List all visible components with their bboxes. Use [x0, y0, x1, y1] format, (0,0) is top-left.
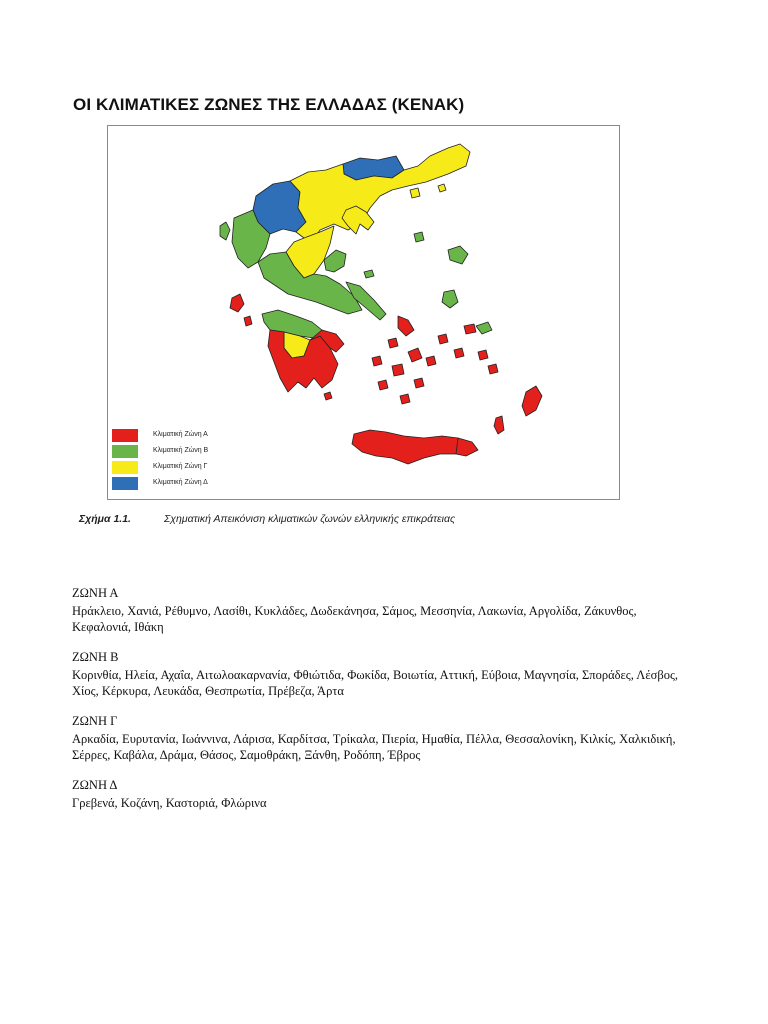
zone-d-regions: Γρεβενά, Κοζάνη, Καστοριά, Φλώρινα [72, 796, 267, 810]
legend-swatch-zone-b [112, 445, 138, 458]
zone-a-dodecanese-2 [488, 364, 498, 374]
legend-label-zone-a: Κλιματική Ζώνη Α [153, 431, 208, 438]
zone-a-zakynthos [244, 316, 252, 326]
zone-a-cyclades-3 [408, 348, 422, 362]
zone-b-lemnos [414, 232, 424, 242]
zone-a-kythira [324, 392, 332, 400]
zone-c-samothrace [438, 184, 446, 192]
zone-b-sporades [364, 270, 374, 278]
page-title: ΟΙ ΚΛΙΜΑΤΙΚΕΣ ΖΩΝΕΣ ΤΗΣ ΕΛΛΑΔΑΣ (ΚΕΝΑΚ) [73, 95, 465, 114]
legend-swatch-zone-a [112, 429, 138, 442]
zone-b-magnesia [324, 250, 346, 272]
figure-caption-text: Σχηματική Απεικόνιση κλιματικών ζωνών ελληνικής επικράτειας [164, 513, 456, 525]
zone-a-dodecanese-1 [478, 350, 488, 360]
legend-swatch-zone-d [112, 477, 138, 490]
zone-a-cyclades-2 [388, 338, 398, 348]
legend-label-zone-d: Κλιματική Ζώνη Δ [153, 479, 208, 486]
zone-a-title: ΖΩΝΗ Α [72, 586, 119, 600]
zone-c-region-north [290, 144, 470, 242]
zone-a-cyclades-5 [392, 364, 404, 376]
zone-b-section [72, 650, 682, 699]
zone-d-section [72, 778, 682, 811]
zone-a-cyclades-8 [454, 348, 464, 358]
zone-a-cyclades-9 [414, 378, 424, 388]
zone-a-crete [352, 430, 466, 464]
legend-label-zone-b: Κλιματική Ζώνη Β [153, 447, 209, 454]
zone-a-rhodes [522, 386, 542, 416]
zone-a-cyclades-7 [438, 334, 448, 344]
zone-c-thasos [410, 188, 420, 198]
figure-caption-number: Σχήμα 1.1. [79, 513, 131, 525]
zone-a-cyclades-1 [398, 316, 414, 336]
zone-a-cyclades-6 [372, 356, 382, 366]
zone-a-karpathos [494, 416, 504, 434]
zone-b-lesbos [448, 246, 468, 264]
zone-b-aegean-east [476, 322, 492, 334]
zone-a-kefalonia [230, 294, 244, 312]
zone-c-section [72, 714, 682, 763]
zone-b-title: ΖΩΝΗ Β [72, 650, 119, 664]
zone-a-regions: Ηράκλειο, Χανιά, Ρέθυμνο, Λασίθι, Κυκλάδες, Δωδεκάνησα, Σάμος, Μεσσηνία, Λακωνία, Αργολίδα, Ζάκυνθος, Κεφαλονιά, Ιθάκη [72, 604, 637, 634]
legend-swatch-zone-c [112, 461, 138, 474]
zone-c-title: ΖΩΝΗ Γ [72, 714, 118, 728]
zone-c-regions: Αρκαδία, Ευρυτανία, Ιωάννινα, Λάρισα, Καρδίτσα, Τρίκαλα, Πιερία, Ημαθία, Πέλλα, Θεσσαλονίκη, Κιλκίς, Χαλκιδική, Σέρρες, Καβάλα, Δράμα, Θάσος, Σαμοθράκη, Ξάνθη, Ροδόπη, Έβρος [72, 732, 676, 762]
zone-a-cyclades-11 [400, 394, 410, 404]
zone-list [72, 586, 682, 826]
zone-a-samos [464, 324, 476, 334]
zone-b-corfu [220, 222, 230, 240]
legend-label-zone-c: Κλιματική Ζώνη Γ [153, 463, 208, 470]
zone-a-section [72, 586, 682, 635]
zone-d-title: ΖΩΝΗ Δ [72, 778, 118, 792]
zone-a-cyclades-4 [426, 356, 436, 366]
zone-a-cyclades-10 [378, 380, 388, 390]
zone-b-regions: Κορινθία, Ηλεία, Αχαΐα, Αιτωλοακαρνανία, Φθιώτιδα, Φωκίδα, Βοιωτία, Αττική, Εύβοια, Μαγνησία, Σποράδες, Λέσβος, Χίος, Κέρκυρα, Λευκάδα, Θεσπρωτία, Πρέβεζα, Άρτα [72, 668, 679, 698]
greece-map [108, 126, 621, 501]
zone-a-crete-east [456, 438, 478, 456]
figure-caption [79, 513, 455, 525]
zone-b-chios [442, 290, 458, 308]
climate-zone-map-figure [107, 125, 620, 500]
